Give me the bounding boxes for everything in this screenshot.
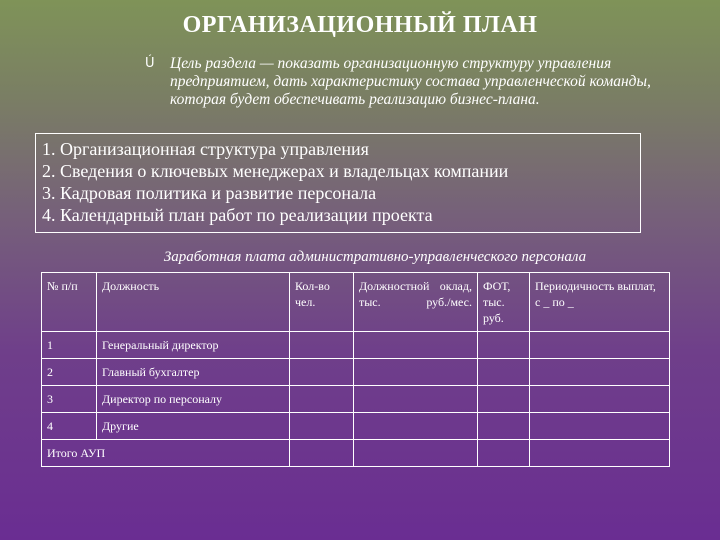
row-fot [478, 386, 530, 413]
table-header-row [42, 273, 670, 332]
total-count [290, 440, 354, 467]
sections-list [35, 133, 641, 233]
section-item: 1. Организационная структура управления [42, 139, 369, 159]
check-bullet-icon: Ú [145, 56, 155, 71]
header-count: Кол-во чел. [290, 273, 354, 332]
row-position: Директор по персоналу [97, 386, 290, 413]
table-row [42, 359, 670, 386]
row-num: 4 [42, 413, 97, 440]
row-salary [354, 359, 478, 386]
section-item: 2. Сведения о ключевых менеджерах и владельцах компании [42, 161, 509, 181]
page-title: ОРГАНИЗАЦИОННЫЙ ПЛАН [182, 12, 538, 38]
row-position: Главный бухгалтер [97, 359, 290, 386]
table-row [42, 413, 670, 440]
header-position: Должность [97, 273, 290, 332]
total-fot [478, 440, 530, 467]
table-total-row [42, 440, 670, 467]
row-num: 1 [42, 332, 97, 359]
header-period: Периодичность выплат, с _ по _ [530, 273, 670, 332]
row-fot [478, 413, 530, 440]
total-label: Итого АУП [42, 440, 290, 467]
row-count [290, 386, 354, 413]
table-caption: Заработная плата административно-управленческого персонала [163, 249, 587, 265]
row-num: 3 [42, 386, 97, 413]
row-period [530, 359, 670, 386]
table-row [42, 386, 670, 413]
table-row [42, 332, 670, 359]
row-position: Генеральный директор [97, 332, 290, 359]
row-period [530, 413, 670, 440]
row-fot [478, 332, 530, 359]
row-salary [354, 413, 478, 440]
header-fot: ФОТ, тыс. руб. [478, 273, 530, 332]
row-count [290, 359, 354, 386]
row-salary [354, 332, 478, 359]
row-num: 2 [42, 359, 97, 386]
total-salary [354, 440, 478, 467]
row-count [290, 332, 354, 359]
row-period [530, 332, 670, 359]
row-period [530, 386, 670, 413]
section-item: 3. Кадровая политика и развитие персонала [42, 183, 377, 203]
row-position: Другие [97, 413, 290, 440]
row-fot [478, 359, 530, 386]
goal-text: Цель раздела — показать организационную структуру управления предприятием, дать характеристику состава управленческой команды, которая будет обеспечивать реализацию бизнес-плана. [170, 55, 651, 108]
row-salary [354, 386, 478, 413]
header-num: № п/п [42, 273, 97, 332]
header-salary: Должностной оклад, тыс. руб./мес. [354, 273, 478, 332]
row-count [290, 413, 354, 440]
total-period [530, 440, 670, 467]
section-item: 4. Календарный план работ по реализации проекта [42, 205, 433, 225]
salary-table [41, 272, 670, 467]
